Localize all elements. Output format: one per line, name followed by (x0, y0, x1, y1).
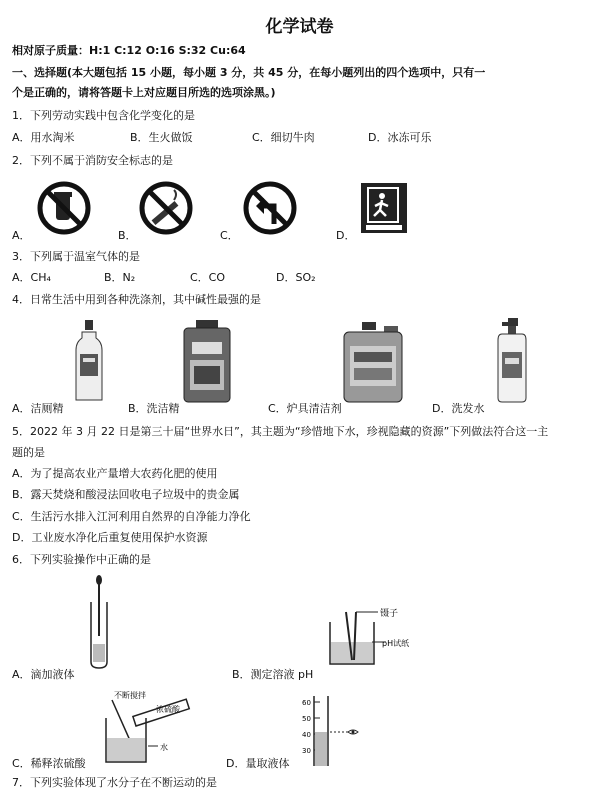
emergency-exit-sign-image (360, 182, 408, 234)
no-left-turn-sign-image (242, 180, 298, 236)
question-3-option-d: D．SO₂ (276, 271, 316, 284)
question-6-option-b: B．测定溶液 pH (232, 668, 314, 681)
question-7-stem: 7．下列实验体现了水分子在不断运动的是 (12, 776, 217, 789)
dropper-test-tube-diagram (84, 574, 114, 670)
question-5-option-c: C．生活污水排入江河利用自然界的自净能力净化 (12, 510, 251, 523)
question-4-option-a: A．洁厕精 (12, 402, 64, 415)
question-3-option-c: C．CO (190, 271, 226, 284)
acid-label: 浓硫酸 (156, 705, 180, 714)
question-5-option-b: B．露天焚烧和酸浸法回收电子垃圾中的贵金属 (12, 488, 240, 501)
dish-soap-bottle-image (180, 318, 234, 404)
question-5-stem-line2: 题的是 (12, 446, 45, 459)
question-1-option-c: C．细切牛肉 (252, 131, 315, 144)
question-2-option-d: D． (336, 229, 356, 242)
dilute-acid-beaker-diagram (96, 688, 206, 766)
scale-60: 60 (302, 699, 311, 707)
no-fireworks-sign-image (36, 180, 92, 236)
section-instruction-line2: 个是正确的，请将答题卡上对应题目所选的选项涂黑。) (12, 86, 276, 99)
question-4-option-b: B．洗洁精 (128, 402, 180, 415)
question-2-option-c: C． (220, 229, 239, 242)
toilet-cleaner-bottle-image (74, 318, 104, 404)
graduated-cylinder-diagram (300, 694, 360, 768)
question-4-stem: 4．日常生活中用到各种洗涤剂，其中碱性最强的是 (12, 293, 261, 306)
atomic-masses: 相对原子质量：H:1 C:12 O:16 S:32 Cu:64 (12, 44, 246, 57)
water-label: 水 (160, 743, 168, 752)
question-2-option-b: B． (118, 229, 137, 242)
question-3-option-b: B．N₂ (104, 271, 136, 284)
question-1-option-b: B．生火做饭 (130, 131, 193, 144)
tweezers-label: 镊子 (380, 609, 399, 619)
question-6-option-c: C．稀释浓硫酸 (12, 757, 86, 770)
question-5-stem-line1: 5．2022 年 3 月 22 日是第三十届“世界水日”，其主题为“珍惜地下水，珍视隐藏的资源”下列做法符合这一主 (12, 425, 549, 438)
no-smoking-sign-image (138, 180, 194, 236)
question-5-option-d: D．工业废水净化后重复使用保护水资源 (12, 531, 208, 544)
question-5-option-a: A．为了提高农业产量增大农药化肥的使用 (12, 467, 218, 480)
question-3-option-a: A．CH₄ (12, 271, 51, 284)
question-3-stem: 3．下列属于温室气体的是 (12, 250, 140, 263)
section-instruction-line1: 一、选择题(本大题包括 15 小题，每小题 3 分，共 45 分，在每小题列出的四个选项中，只有一 (12, 66, 486, 79)
question-1-option-d: D．冰冻可乐 (368, 131, 432, 144)
question-4-option-d: D．洗发水 (432, 402, 485, 415)
ph-test-beaker-diagram (316, 600, 416, 670)
question-2-option-a: A． (12, 229, 31, 242)
question-1-option-a: A．用水淘米 (12, 131, 75, 144)
question-2-stem: 2．下列不属于消防安全标志的是 (12, 154, 173, 167)
ph-paper-label: pH试纸 (382, 639, 410, 648)
question-6-option-d: D．量取液体 (226, 757, 290, 770)
scale-50: 50 (302, 715, 311, 723)
scale-40: 40 (302, 731, 311, 739)
question-6-option-a: A．滴加液体 (12, 668, 75, 681)
scale-30: 30 (302, 747, 311, 755)
question-6-stem: 6．下列实验操作中正确的是 (12, 553, 151, 566)
oven-cleaner-jug-image (340, 320, 406, 404)
question-4-option-c: C．炉具清洁剂 (268, 402, 342, 415)
page-title: 化学试卷 (265, 17, 334, 37)
stir-label: 不断搅拌 (114, 691, 146, 700)
question-1-stem: 1．下列劳动实践中包含化学变化的是 (12, 109, 195, 122)
shampoo-bottle-image (494, 316, 530, 404)
